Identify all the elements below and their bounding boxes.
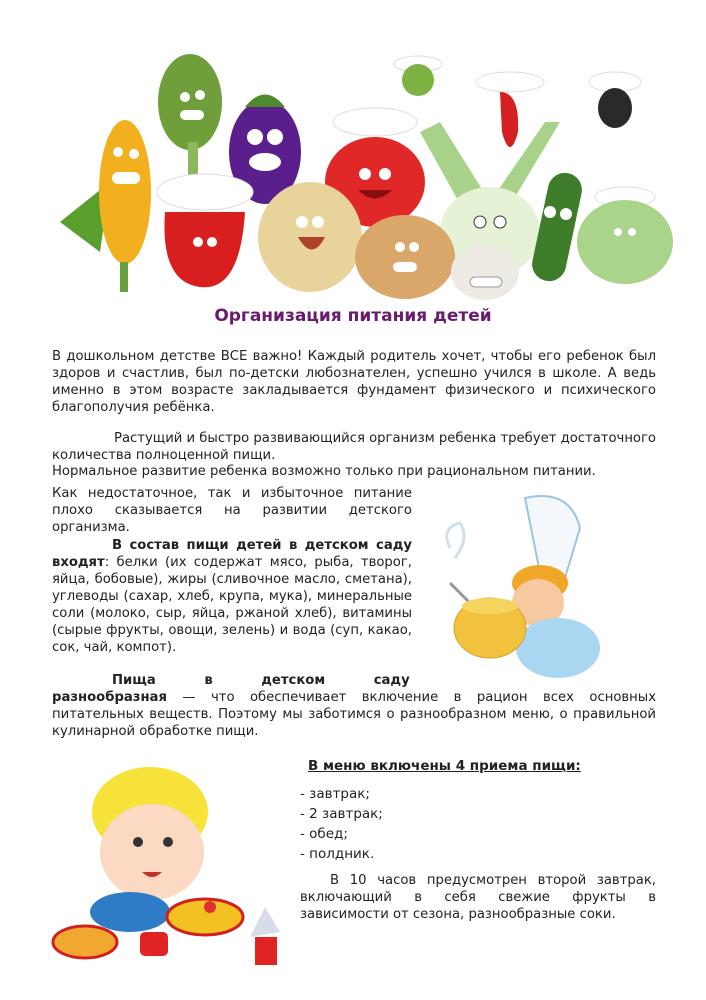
second-breakfast-paragraph bbox=[300, 872, 656, 923]
second-breakfast-text: В 10 часов предусмотрен второй завтрак, включающий в себя свежие фрукты в зависимости от сезона, разнообразные соки. bbox=[300, 873, 656, 922]
growth-paragraph bbox=[52, 430, 656, 464]
rational-nutrition-paragraph: Нормальное развитие ребенка возможно только при рациональном питании. bbox=[52, 464, 596, 479]
meal-item: - полдник. bbox=[300, 846, 375, 862]
corn-icon bbox=[60, 120, 151, 292]
pea-icon bbox=[394, 56, 442, 96]
onion-icon bbox=[355, 215, 455, 299]
variety-paragraph bbox=[52, 672, 656, 740]
intro-paragraph: В дошкольном детстве ВСЕ важно! Каждый родитель хочет, чтобы его ребенок был здоров и счастлив, был по-детски любознателен, успешно учился в школе. А ведь именно в этом возрасте закладывается фундамент физического и психического благополучия ребёнка. bbox=[52, 349, 656, 415]
menu-heading: В меню включены 4 приема пищи: bbox=[308, 758, 581, 774]
variety-lead: Пища в детском саду bbox=[112, 673, 410, 688]
food-composition-text: : белки (их содержат мясо, рыба, творог, яйца, бобовые), жиры (сливочное масло, сметана), углеводы (сахар, хлеб, крупа, мука), минеральные соли (молоко, сыр, яйца, ржаной хлеб), витамины (сырые фрукты, овощи, зелень) и вода (суп, какао, сок, чай, компот). bbox=[52, 555, 412, 655]
meal-item: - завтрак; bbox=[300, 786, 370, 802]
hero-vegetables-illustration bbox=[40, 22, 680, 302]
variety-text: — что обеспечивает включение в рацион всех основных питательных веществ. Поэтому мы заботимся о разнообразном меню, о правильной кулинарной обработке пищи. bbox=[52, 690, 656, 739]
food-composition-paragraph bbox=[52, 537, 412, 656]
boy-eating-illustration bbox=[40, 762, 290, 977]
food-composition-lead: В состав пищи детей в детском саду входят bbox=[52, 538, 412, 570]
cabbage-icon bbox=[577, 187, 673, 284]
potato-icon bbox=[258, 182, 362, 292]
garlic-icon bbox=[451, 244, 519, 300]
olive-icon bbox=[589, 72, 641, 128]
meal-list bbox=[300, 784, 383, 864]
meal-item: - обед; bbox=[300, 826, 348, 842]
variety-keyword: разнообразная bbox=[52, 690, 167, 705]
growth-text: Растущий и быстро развивающийся организм ребенка требует достаточного количества полноценной пищи. bbox=[52, 431, 657, 463]
artichoke-icon bbox=[158, 54, 222, 192]
bell-pepper-icon bbox=[157, 174, 253, 287]
page-title: Организация питания детей bbox=[214, 306, 492, 326]
meal-item: - 2 завтрак; bbox=[300, 806, 383, 822]
chef-illustration bbox=[430, 488, 630, 678]
nutrition-balance-paragraph: Как недостаточное, так и избыточное питание плохо сказывается на развитии детского организма. bbox=[52, 486, 412, 535]
chili-pepper-icon bbox=[476, 72, 544, 147]
